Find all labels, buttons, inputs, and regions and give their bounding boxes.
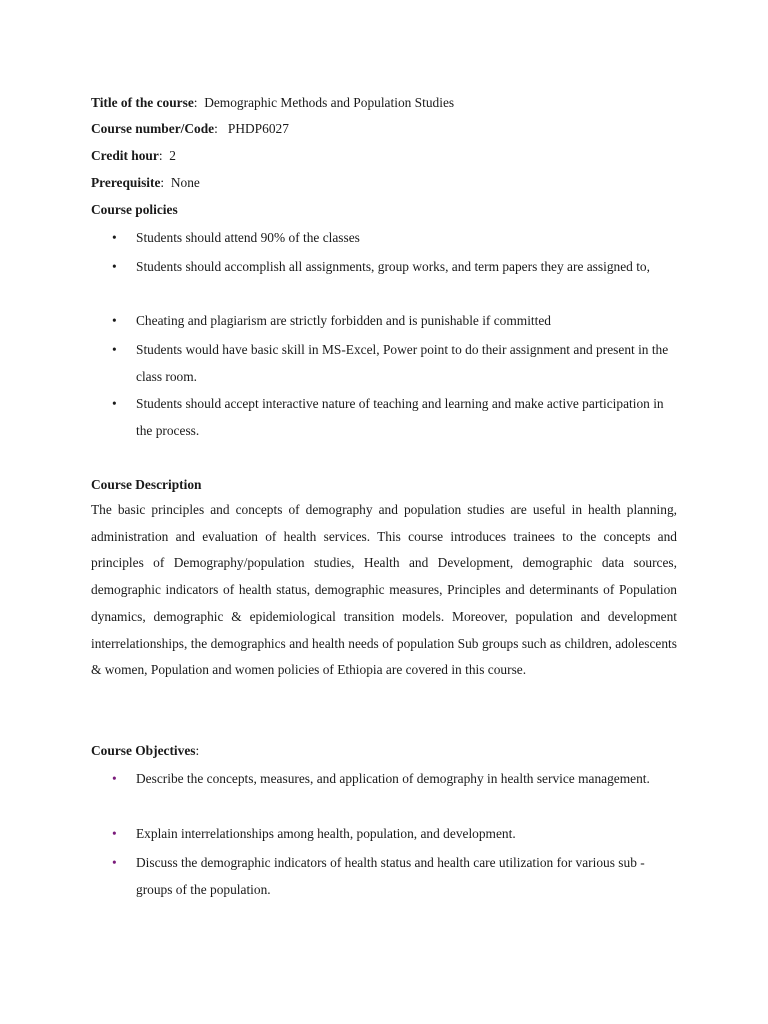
course-code-label: Course number/Code (91, 121, 215, 136)
bullet-icon: • (112, 396, 117, 411)
bullet-icon: • (112, 342, 117, 357)
objective-item: • Explain interrelationships among health, population, and development. (112, 820, 682, 847)
course-title-line: Title of the course: Demographic Methods and Population Studies (91, 95, 455, 110)
policy-item: • Students should attend 90% of the classes (112, 224, 682, 251)
bullet-icon: • (112, 230, 117, 245)
description-paragraph: The basic principles and concepts of demography and population studies are useful in health planning, administration and evaluation of health services. This course introduces trainees to the concepts and principles of Demography/population studies, Health and Development, demographic data sources, demographic indicators of health status, demographic measures, Principles and determinants of Population dynamics, demographic & epidemiological transition models. Moreover, population and development interrelationships, the demographics and health needs of population Sub groups such as children, adolescents & women, Population and women policies of Ethiopia are covered in this course. (91, 502, 677, 678)
objective-item: • Describe the concepts, measures, and application of demography in health service management. (112, 765, 682, 792)
bullet-icon: • (112, 313, 117, 328)
course-title-value: Demographic Methods and Population Studies (204, 95, 455, 110)
objective-item: • Discuss the demographic indicators of health status and health care utilization for various sub - groups of the population. (112, 849, 682, 903)
course-code-line: Course number/Code: PHDP6027 (91, 121, 289, 136)
credit-hour-value: 2 (169, 148, 176, 163)
bullet-icon: • (112, 771, 117, 786)
policy-item: • Students would have basic skill in MS-Excel, Power point to do their assignment and present in the class room. (112, 336, 682, 390)
bullet-icon: • (112, 855, 117, 870)
prerequisite-line: Prerequisite: None (91, 175, 200, 190)
policy-item: • Students should accomplish all assignments, group works, and term papers they are assigned to, (112, 253, 682, 280)
course-code-value: PHDP6027 (227, 121, 289, 136)
credit-hour-label: Credit hour (91, 148, 159, 163)
prerequisite-label: Prerequisite (91, 175, 161, 190)
bullet-icon: • (112, 259, 117, 274)
policy-item: • Students should accept interactive nature of teaching and learning and make active participation in the process. (112, 390, 682, 444)
objectives-heading: Course Objectives: (91, 743, 200, 758)
policy-item: • Cheating and plagiarism are strictly forbidden and is punishable if committed (112, 307, 682, 334)
description-heading: Course Description (91, 477, 202, 492)
bullet-icon: • (112, 826, 117, 841)
course-title-label: Title of the course (91, 95, 194, 110)
prerequisite-value: None (170, 175, 200, 190)
credit-hour-line: Credit hour: 2 (91, 148, 176, 163)
policies-heading: Course policies (91, 202, 178, 217)
